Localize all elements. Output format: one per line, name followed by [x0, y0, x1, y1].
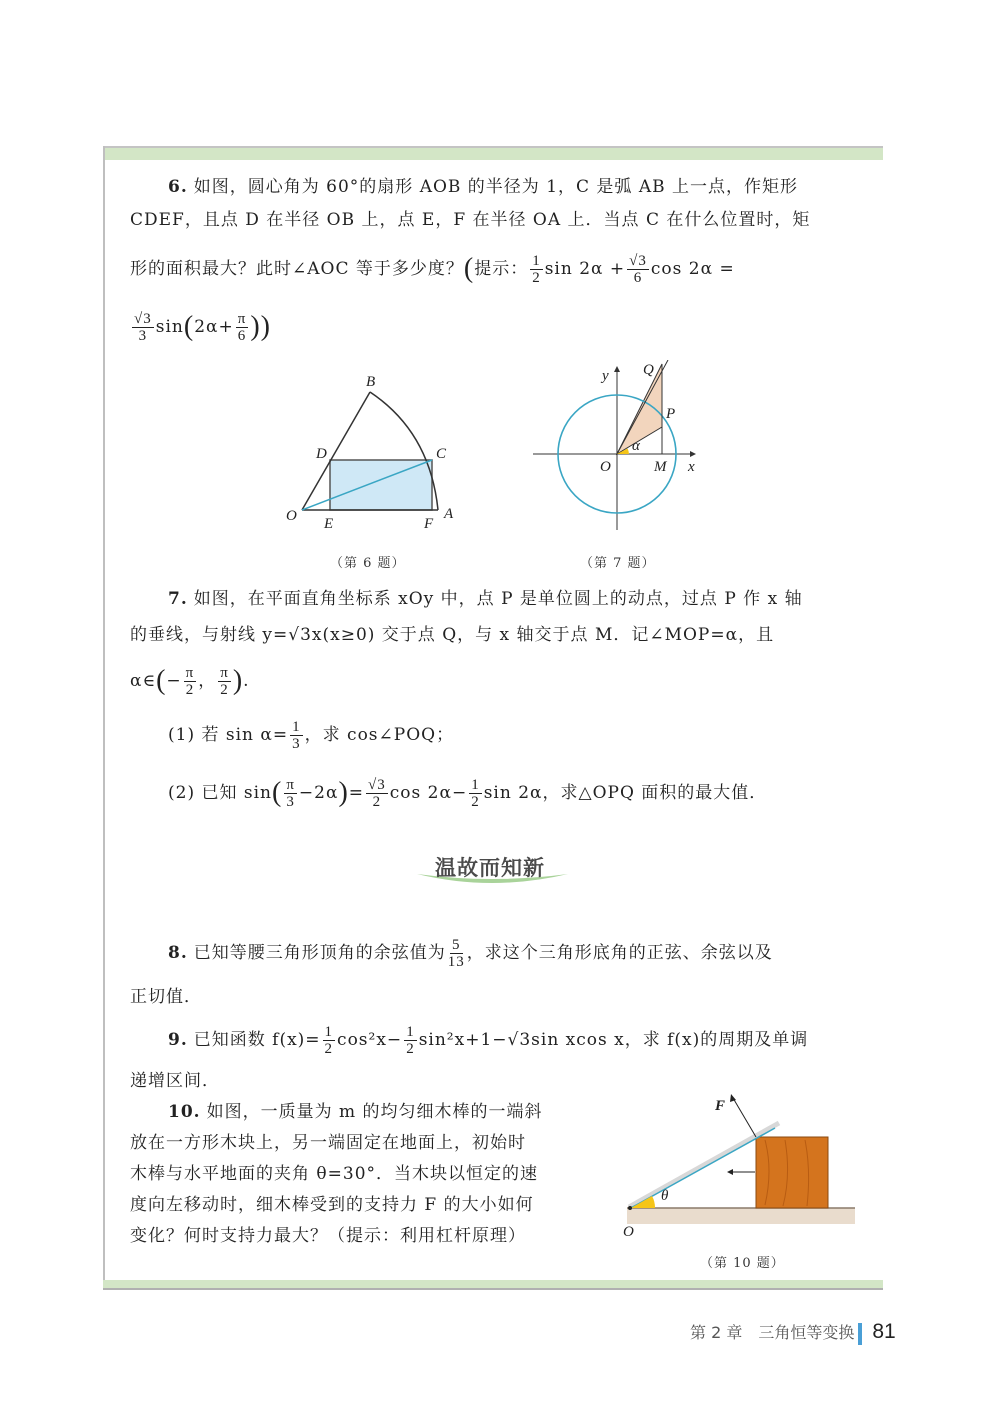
math-expr: (1) 若 sin α= — [168, 725, 289, 745]
problem-number: 10. — [168, 1102, 201, 1122]
page-footer — [690, 1320, 896, 1345]
problem-number: 8. — [168, 943, 188, 963]
math-expr: −2α — [298, 783, 339, 803]
label-o: O — [286, 508, 297, 524]
fraction: $\frac{1}{2}$ — [324, 1023, 334, 1057]
hint-label: 提示： — [474, 259, 529, 279]
label-o: O — [600, 459, 611, 475]
math-expr: = — [348, 783, 365, 803]
problem-text: ，求这个三角形底角的正弦、余弦以及 — [466, 943, 773, 963]
fraction: $\frac{\pi}{6}$ — [237, 310, 247, 344]
paren-close: )) — [250, 311, 271, 342]
problem-text: 度向左移动时，细木棒受到的支持力 F 的大小如何 — [130, 1195, 534, 1215]
problem-10 — [130, 1097, 600, 1252]
page-number: 81 — [872, 1320, 896, 1343]
math-expr: sin 2α + — [544, 259, 626, 279]
problem-text: 如图，一质量为 m 的均匀细木棒的一端斜 — [206, 1102, 543, 1122]
label-d: D — [316, 446, 327, 462]
chapter-title: 第 2 章 三角恒等变换 — [690, 1323, 855, 1342]
problem-text: 形的面积最大？此时∠AOC 等于多少度？ — [130, 259, 464, 279]
math-expr: α∈ — [130, 671, 157, 691]
label-y: y — [602, 368, 609, 384]
problem-7-part-2 — [168, 770, 860, 816]
label-f: F — [715, 1098, 726, 1114]
ground — [627, 1208, 855, 1224]
paren-close: ) — [338, 777, 349, 808]
problem-number: 9. — [168, 1030, 188, 1050]
fraction: $\frac{√3}{3}$ — [134, 310, 152, 344]
label-o: O — [623, 1224, 634, 1240]
label-f: F — [424, 516, 434, 532]
label-b: B — [366, 374, 376, 390]
paren-open: ( — [463, 253, 475, 284]
problem-number: 6. — [168, 177, 188, 197]
problem-number: 7. — [168, 589, 188, 609]
y-axis-arrow — [614, 366, 620, 372]
math-expr: cos 2α = — [650, 259, 735, 279]
problem-text: 如图，在平面直角坐标系 xOy 中，点 P 是单位圆上的动点，过点 P 作 x 轴 — [193, 589, 803, 609]
fraction: $\frac{\pi}{2}$ — [220, 664, 229, 698]
math-expr: ，求 cos∠POQ； — [304, 725, 455, 745]
problem-9-line2: 递增区间． — [130, 1071, 220, 1091]
problem-text: 已知等腰三角形顶角的余弦值为 — [193, 943, 446, 963]
motion-arrow-head — [727, 1169, 733, 1175]
problem-7-line2: 的垂线，与射线 y=√3x(x≥0) 交于点 Q，与 x 轴交于点 M．记∠MOP=α，且 — [130, 625, 775, 645]
minus-sign: − — [166, 671, 182, 691]
problem-8 — [130, 930, 860, 976]
paren-close: ) — [232, 665, 244, 696]
math-expr: (2) 已知 sin — [168, 783, 272, 803]
figure-6-sector-diagram — [280, 372, 470, 534]
pivot-point — [628, 1206, 632, 1210]
label-p: P — [666, 406, 676, 422]
fraction: $\frac{\pi}{3}$ — [286, 776, 295, 810]
problem-text: 木棒与水平地面的夹角 θ=30°．当木块以恒定的速 — [130, 1164, 539, 1184]
problem-9 — [130, 1017, 860, 1063]
figure-10-caption: （第 10 题） — [700, 1256, 785, 1271]
label-e: E — [324, 516, 334, 532]
problem-7-line3 — [130, 658, 860, 704]
force-arrow-f — [733, 1098, 756, 1137]
label-x: x — [688, 459, 695, 475]
period: . — [243, 671, 250, 691]
bottom-border-band — [103, 1280, 883, 1290]
fraction: $\frac{1}{3}$ — [292, 718, 301, 752]
problem-7-part-1 — [168, 712, 860, 758]
section-title: 温故而知新 — [435, 856, 545, 880]
math-expr: cos 2α− — [389, 783, 468, 803]
figure-6-caption: （第 6 题） — [330, 556, 406, 571]
problem-6-line4 — [130, 304, 860, 350]
figure-7-unit-circle-diagram — [530, 360, 710, 540]
fraction: $\frac{√3}{6}$ — [629, 252, 647, 286]
math-expr: 已知函数 f(x)= — [193, 1030, 321, 1050]
fraction: $\frac{1}{2}$ — [471, 776, 480, 810]
figure-10-lever-diagram — [615, 1090, 855, 1240]
label-q: Q — [643, 362, 654, 378]
fraction: $\frac{√3}{2}$ — [368, 776, 386, 810]
label-theta: θ — [661, 1188, 669, 1204]
math-expr: 2α+ — [194, 317, 234, 337]
problem-text: 变化？何时支持力最大？（提示：利用杠杆原理） — [130, 1226, 526, 1246]
math-expr: sin — [155, 317, 184, 337]
fraction: $\frac{\pi}{2}$ — [185, 664, 195, 698]
fraction: $\frac{1}{2}$ — [406, 1023, 415, 1057]
label-c: C — [436, 446, 447, 462]
problem-6-line3 — [130, 246, 860, 292]
label-m: M — [654, 459, 667, 475]
math-expr: sin²x+1−√3sin xcos x，求 f(x)的周期及单调 — [418, 1030, 809, 1050]
x-axis-arrow — [690, 451, 696, 457]
fraction: $\frac{1}{2}$ — [532, 252, 541, 286]
problem-6 — [130, 172, 860, 202]
problem-6-line2: CDEF，且点 D 在半径 OB 上，点 E，F 在半径 OA 上．当点 C 在什么位置时，矩 — [130, 210, 811, 230]
problem-text: 放在一方形木块上，另一端固定在地面上，初始时 — [130, 1133, 526, 1153]
fraction: $\frac{5}{13}$ — [447, 936, 465, 970]
paren-open: ( — [156, 665, 167, 696]
math-expr: sin 2α，求△OPQ 面积的最大值． — [483, 783, 768, 803]
problem-text: 如图，圆心角为 60°的扇形 AOB 的半径为 1，C 是弧 AB 上一点，作矩形 — [193, 177, 799, 197]
rectangle-cdef — [330, 460, 432, 510]
comma: ， — [198, 671, 217, 691]
math-expr: cos²x− — [337, 1030, 403, 1050]
figure-7-caption: （第 7 题） — [580, 556, 656, 571]
paren-open: ( — [183, 311, 195, 342]
problem-8-line2: 正切值． — [130, 987, 202, 1007]
section-badge — [415, 848, 570, 888]
paren-open: ( — [272, 777, 283, 808]
problem-7 — [130, 584, 860, 614]
label-a: A — [444, 506, 454, 522]
footer-accent-bar — [858, 1323, 862, 1345]
label-alpha: α — [632, 438, 640, 454]
